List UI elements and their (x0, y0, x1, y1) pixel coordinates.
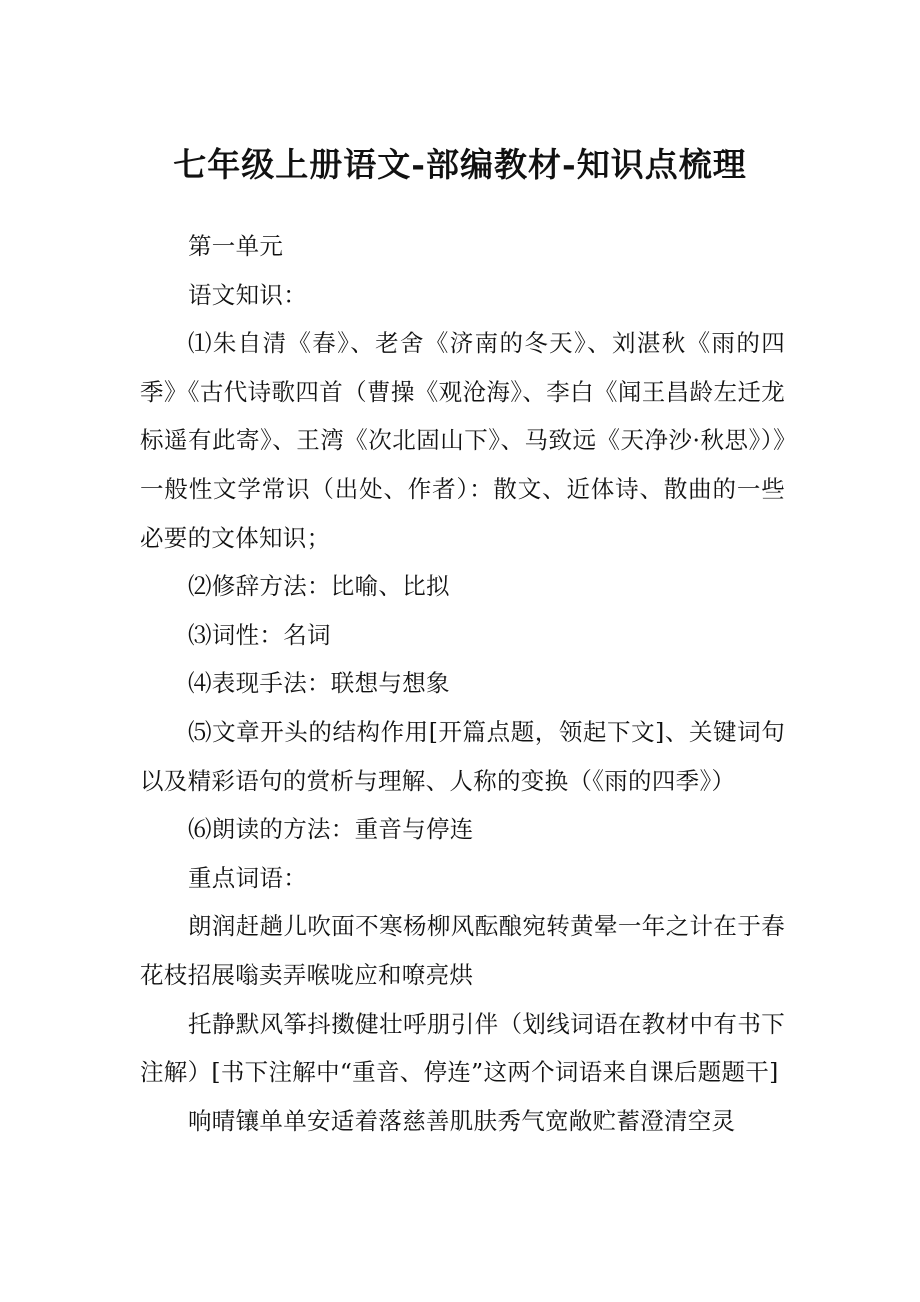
knowledge-item-3: ⑶词性：名词 (188, 620, 331, 649)
section-heading-vocabulary: 重点词语： (188, 863, 307, 892)
knowledge-item-6: ⑹朗读的方法：重音与停连 (188, 815, 474, 844)
unit-heading: 第一单元 (188, 232, 284, 260)
knowledge-item-1: ⑴朱自清《春》、老舍《济南的冬天》、刘湛秋《雨的四季》《古代诗歌四首（曹操《观沧海》、李白《闻王昌龄左迁龙标遥有此寄》、王湾《次北固山下》、马致远《天净沙·秋思》）》一般性文学常识（出处、作者）：散文、近体诗、散曲的一些必要的文体知识； (140, 329, 785, 552)
knowledge-item-2: ⑵修辞方法：比喻、比拟 (188, 572, 450, 601)
document-body (140, 222, 785, 1145)
vocabulary-paragraph-3: 响晴镶单单安适着落慈善肌肤秀气宽敞贮蓄澄清空灵 (188, 1106, 736, 1135)
vocabulary-paragraph-2: 托静默风筝抖擞健壮呼朋引伴（划线词语在教材中有书下注解）[书下注解中“重音、停连”这两个词语来自课后题题干] (140, 1009, 785, 1087)
section-heading-knowledge: 语文知识： (188, 280, 307, 309)
knowledge-item-5: ⑸文章开头的结构作用[开篇点题，领起下文]、关键词句以及精彩语句的赏析与理解、人称的变换（《雨的四季》） (140, 717, 785, 795)
knowledge-item-4: ⑷表现手法：联想与想象 (188, 669, 450, 698)
document-title: 七年级上册语文-部编教材-知识点梳理 (173, 145, 747, 184)
vocabulary-paragraph-1: 朗润赶趟儿吹面不寒杨柳风酝酿宛转黄晕一年之计在于春花枝招展嗡卖弄喉咙应和嘹亮烘 (140, 912, 785, 989)
